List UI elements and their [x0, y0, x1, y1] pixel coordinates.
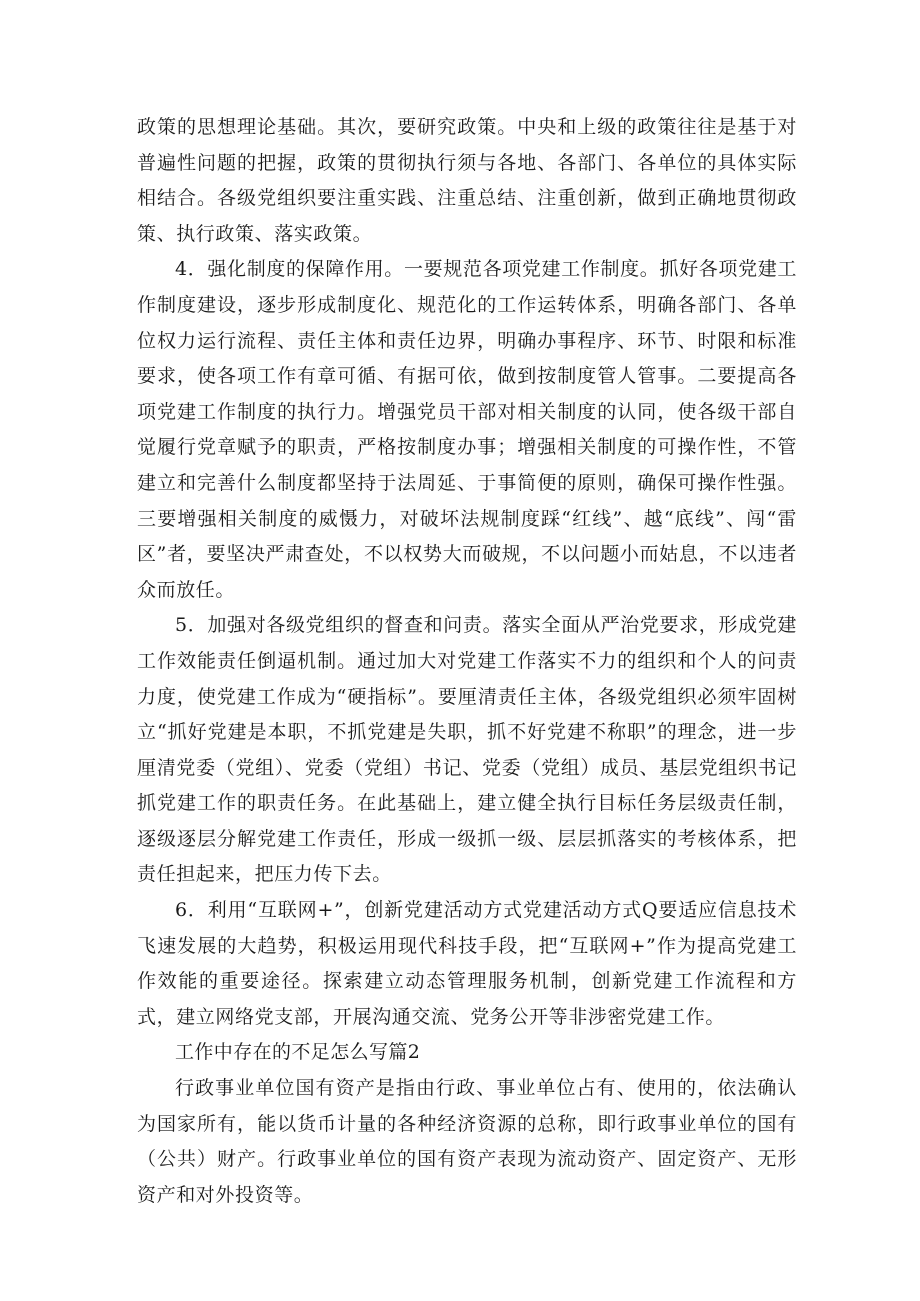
paragraph-item-4: 4．强化制度的保障作用。一要规范各项党建工作制度。抓好各项党建工作制度建设，逐步形成制度化、规范化的工作运转体系，明确各部门、各单位权力运行流程、责任主体和责任边界，明确办事程序、环节、时限和标准要求，使各项工作有章可循、有据可依，做到按制度管人管事。二要提高各项党建工作制度的执行力。增强党员干部对相关制度的认同，使各级干部自觉履行党章赋予的职责，严格按制度办事；增强相关制度的可操作性，不管建立和完善什么制度都坚持于法周延、于事简便的原则，确保可操作性强。三要增强相关制度的威慑力，对破坏法规制度踩“红线”、越“底线”、闯“雷区”者，要坚决严肃查处，不以权势大而破规，不以问题小而姑息，不以违者众而放任。: [137, 258, 797, 601]
paragraph-item-5: 5．加强对各级党组织的督查和问责。落实全面从严治党要求，形成党建工作效能责任倒逼机制。通过加大对党建工作落实不力的组织和个人的问责力度，使党建工作成为“硬指标”。要厘清责任主体，各级党组织必须牢固树立“抓好党建是本职，不抓党建是失职，抓不好党建不称职”的理念，进一步厘清党委（党组）、党委（党组）书记、党委（党组）成员、基层党组织书记抓党建工作的职责任务。在此基础上，建立健全执行目标任务层级责任制，逐级逐层分解党建工作责任，形成一级抓一级、层层抓落实的考核体系，把责任担起来，把压力传下去。: [137, 614, 797, 886]
section-heading: 工作中存在的不足怎么写篇2: [175, 1041, 421, 1064]
paragraph-continuation: 政策的思想理论基础。其次，要研究政策。中央和上级的政策往往是基于对普遍性问题的把握，政策的贯彻执行须与各地、各部门、各单位的具体实际相结合。各级党组织要注重实践、注重总结、注重创新，做到正确地贯彻政策、执行政策、落实政策。: [137, 116, 797, 245]
document-body: [137, 110, 797, 1213]
paragraph-closing: 行政事业单位国有资产是指由行政、事业单位占有、使用的，依法确认为国家所有，能以货币计量的各种经济资源的总称，即行政事业单位的国有（公共）财产。行政事业单位的国有资产表现为流动资产、固定资产、无形资产和对外投资等。: [137, 1077, 797, 1206]
paragraph-item-6: 6．利用“互联网+”，创新党建活动方式党建活动方式Q要适应信息技术飞速发展的大趋势，积极运用现代科技手段，把“互联网+”作为提高党建工作效能的重要途径。探索建立动态管理服务机制，创新党建工作流程和方式，建立网络党支部，开展沟通交流、党务公开等非涉密党建工作。: [137, 899, 797, 1028]
